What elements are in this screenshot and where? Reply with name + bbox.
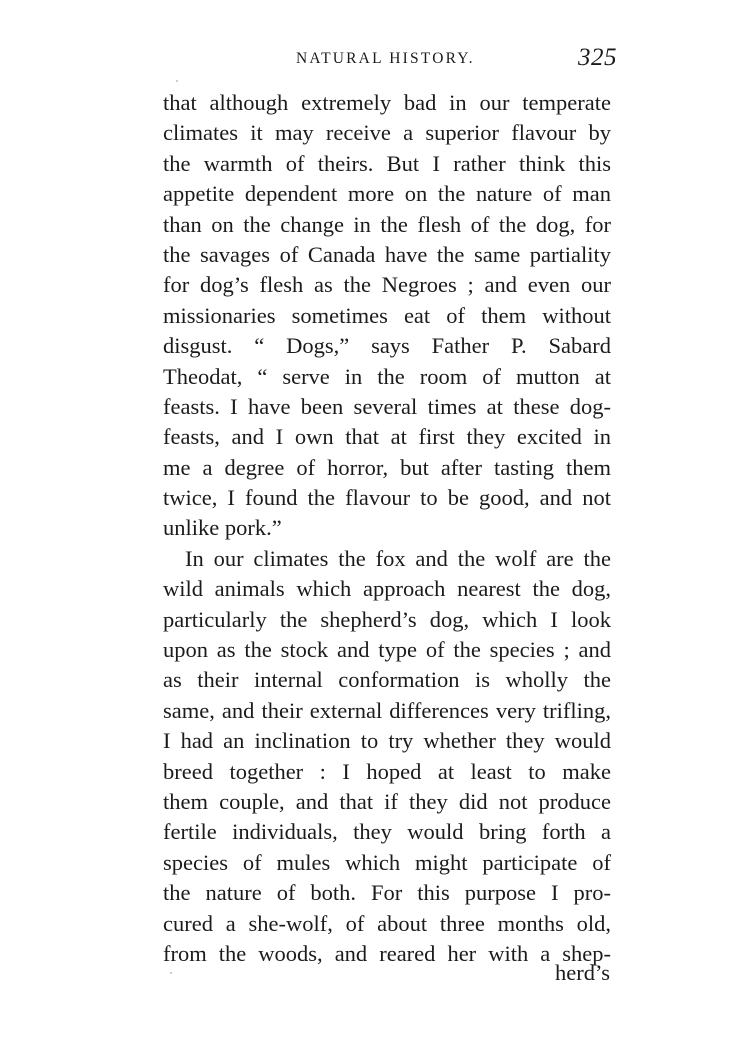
text-line: disgust. “ Dogs,” says Father P. Sabard [163,333,611,359]
text-line: the savages of Canada have the same partiality [163,241,611,267]
text-line: me a degree of horror, but after tasting them [163,454,611,480]
text-line: Theodat, “ serve in the room of mutton at [163,363,611,389]
text-line: I had an inclination to try whether they would [163,728,611,754]
text-line: same, and their external differences very trifling, [163,697,611,723]
text-line: feasts. I have been several times at these dog- [163,393,611,419]
text-line: missionaries sometimes eat of them without [163,302,611,328]
text-line: the warmth of theirs. But I rather think this [163,150,611,176]
text-line: breed together : I hoped at least to make [163,758,611,784]
text-line: feasts, and I own that at first they excited in [163,424,611,450]
page-number: 325 [578,44,617,71]
text-line: upon as the stock and type of the species ; and [163,637,611,663]
text-line: climates it may receive a superior flavour by [163,120,611,146]
text-line: fertile individuals, they would bring forth a [163,819,611,845]
catchword: herd’s [555,960,610,985]
text-line: from the woods, and reared her with a shep- [163,940,611,966]
text-line: appetite dependent more on the nature of man [163,181,611,207]
text-line: species of mules which might participate of [163,849,611,875]
text-line: wild animals which approach nearest the dog, [163,576,611,602]
paper-speck [176,80,178,82]
text-line-paragraph-start: In our climates the fox and the wolf are the [185,545,611,571]
text-line: than on the change in the flesh of the dog, for [163,211,611,237]
running-head: NATURAL HISTORY. [296,50,475,67]
text-line: cured a she-wolf, of about three months old, [163,910,611,936]
body-text [163,88,611,969]
text-line: twice, I found the flavour to be good, and not [163,485,611,511]
text-line: that although extremely bad in our temperate [163,90,611,115]
text-line: them couple, and that if they did not produce [163,788,611,814]
text-line-paragraph-end: unlike pork.” [163,515,282,541]
text-line: for dog’s flesh as the Negroes ; and even our [163,272,611,298]
text-line: as their internal conformation is wholly the [163,667,611,693]
text-line: the nature of both. For this purpose I pro- [163,880,611,906]
text-line: particularly the shepherd’s dog, which I look [163,606,611,632]
paper-speck [170,972,172,974]
